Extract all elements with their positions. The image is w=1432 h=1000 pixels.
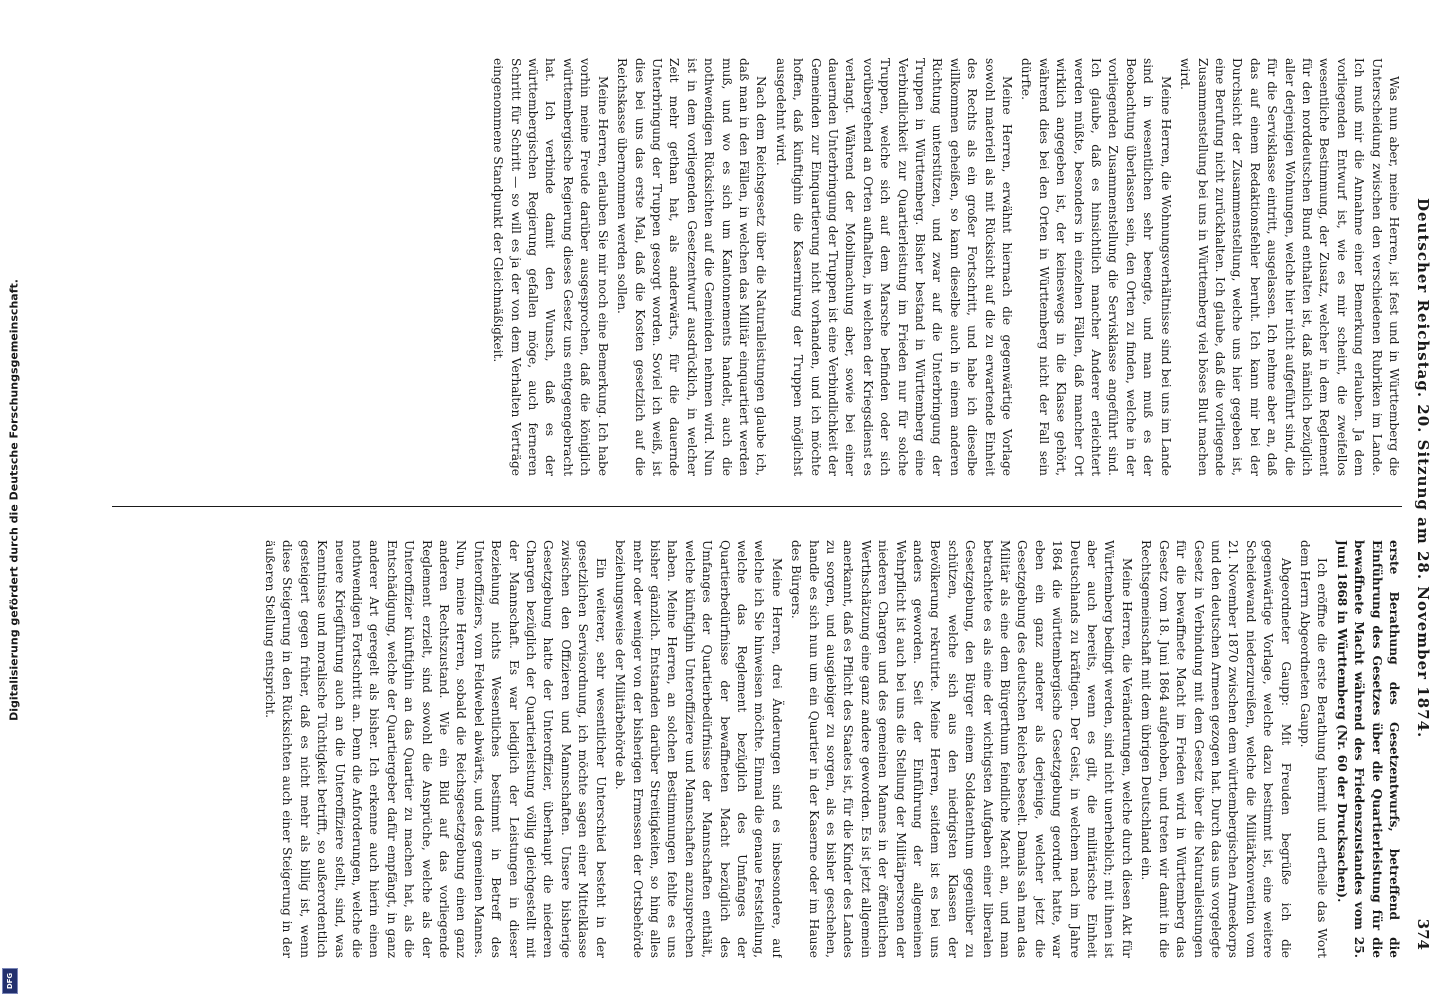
paragraph: Meine Herren, erlauben Sie mir noch eine Bemerkung. Ich habe vorhin meine Freude darüber ausgesprochen, daß die königlich württembergische Regierung dieses Gesetz uns entgegengebracht hat. Ich verbinde damit den Wunsch, daß es der württembergischen Regierung gefallen möge, auch ferneren Schritt für Schritt — so will es ja der von dem Verhalten Verträge eingenommene Standpunkt der Gleichmäßigkeit. bbox=[491, 58, 610, 476]
scanned-page bbox=[102, 58, 1432, 958]
paragraph: Meine Herren, erwähnt hiernach die gegenwärtige Vorlage sowohl materiell als mit Rücksicht auf die zu erwartende Einheit des Rechts als ein großer Fortschritt, und habe ich dieselbe willkommen geheißen, so kann dieselbe auch in einem anderen Richtung unterstützen, und zwar auf die Unterbringung der Truppen in Württemberg. Bisher bestand in Württemberg eine Verbindlichkeit zur Quartierleistung im Frieden nur für solche Truppen, welche sich auf dem Marsche befinden oder sich vorübergehend an Orten aufhalten, in welchen der Kriegsdienst es verlangt. Während der Mobilmachung aber, sowie bei einer dauernden Unterbringung der Truppen ist eine Verbindlichkeit der Gemeinden zur Einquartierung nicht vorhanden, und ich möchte hoffen, daß künftighin die Kasernirung der Truppen möglichst ausgedehnt wird. bbox=[773, 58, 1015, 476]
paragraph: Meine Herren, die Wohnungsverhältnisse sind bei uns im Lande sind in wesentlichen sehr beengte, und man muß es der Beobachtung überlassen sein, den Orten zu finden, welche in der vorliegenden Zusammenstellung die Servisklasse angeführt sind. Ich glaube, daß es hinsichtlich mancher Anderer erleichtert werden müßte, besonders in einzelnen Fällen, daß mancher Ort wirklich angegeben ist, der keineswegs in die Klasse gehört, während dies bei den Orten in Württemberg nicht der Fall sein dürfte. bbox=[1019, 58, 1173, 476]
paragraph: Nach dem Reichsgesetz über die Naturalleistungen glaube ich, daß man in den Fällen, in welchen das Militär einquartiert werden muß, und wo es sich um Kantonnements handelt, auch die nothwendigen Rücksichten auf die Gemeinden nehmen wird. Nun ist in dem vorliegenden Gesetzentwurf ausdrücklich, in welcher Zeit mehr gethan hat, als anderwärts, für die dauernde Unterbringung der Truppen gesorgt worden. Soviel ich weiß, ist dies bei uns das erste Mal, daß die Kosten gesetzlich auf die Reichskasse übernommen werden sollen. bbox=[615, 58, 769, 476]
paragraph: Ein weiterer, sehr wesentlicher Unterschied besteht in der gesetzlichen Servisordnung, ich möchte sagen einer Mittelklasse zwischen den Offizieren und Mannschaften. Unsere bisherige Gesetzgebung hatte der Unteroffizier, überhaupt die niederen Chargen bezüglich der Quartierleistung völlig gleichgestellt mit der Mannschaft. Es war lediglich der Leistungen in dieser Beziehung nichts Wesentliches bestimmt in Betreff des Unteroffiziers, vom Feldwebel abwärts, und des gemeinen Mannes. Nun, meine Herren, sobald die Reichsgesetzgebung einen ganz anderen Rechtszustand. Wie ein Bild auf das vorliegende Reglement erzielt, sind sowohl die Ansprüche, welche als der Unteroffizier künftighin an das Quartier zu machen hat, als die Entschädigung, welche der Quartiergeber dafür empfängt, in ganz anderer Art geregelt als bisher. Ich erkenne auch hierin einen nothwendigen Fortschritt an. Denn die Anforderungen, welche die neuere Kriegführung auch an die Unteroffiziere stellt, sind, was Kenntnisse und moralische Tüchtigkeit betrifft, so außerordentlich gesteigert gegen früher, daß es nicht mehr als billig ist, wenn diese Steigerung in den Rücksichten auch einer Steigerung in der äußeren Stellung entspricht. bbox=[263, 540, 608, 958]
footer-strip bbox=[0, 0, 28, 1000]
paragraph: Ich eröffne die erste Berathung hiermit und ertheile das Wort dem Herrn Abgeordneten Gaupp. bbox=[1297, 540, 1330, 958]
agenda-item: erste Berathung des Gesetzentwurfs, betreffend die Einführung des Gesetzes über die Quartierleistung für die bewaffnete Macht während des Friedenszustandes vom 25. Juni 1868 in Württemberg (Nr. 60 der Drucksachen). bbox=[1334, 540, 1401, 958]
column-divider bbox=[112, 506, 1402, 507]
text-column-left bbox=[112, 540, 1402, 958]
page-title: Deutscher Reichstag. 20. Sitzung am 28. November 1874. bbox=[1414, 198, 1432, 739]
digitization-credit: Digitalisierung gefördert durch die Deutsche Forschungsgemeinschaft. bbox=[7, 279, 21, 721]
text-column-right bbox=[112, 58, 1402, 476]
paragraph: Was nun aber, meine Herren, ist fest und in Württemberg die Unterscheidung zwischen den verschiedenen Rubriken im Lande. Ich muß mir die Annahme einer Bemerkung erlauben. Ja dem vorliegenden Entwurf ist, wie es mir scheint, die zweifellos wesentliche Bestimmung, der Zusatz, welcher in dem Reglement für den norddeutschen Bund enthalten ist, daß nämlich bezüglich aller derjenigen Wohnungen, welche hier nicht aufgeführt sind, die für die Servisklasse eintritt, ausgelassen. Ich nehme aber an, daß das auf einem Redaktionsfehler beruht. Ich kann mir bei der Durchsicht der Zusammenstellung, welche uns hier gegeben ist, eine Berufung nicht zurückhalten. Ich glaube, daß die vorliegende Zusammenstellung bei uns in Württemberg viel böses Blut machen wird. bbox=[1178, 58, 1401, 476]
paragraph: Abgeordneter Gaupp: Mit Freuden begrüße ich die gegenwärtige Vorlage, welche dazu bestimmt ist, eine weitere Scheidewand niederzureißen, welche die Militärkonvention vom 21. November 1870 zwischen dem württembergischen Armeekorps und den deutschen Armeen gezogen hat. Durch das uns vorgelegte Gesetz in Verbindung mit dem Gesetz über die Naturalleistungen für die bewaffnete Macht im Frieden wird in Württemberg das Gesetz vom 18. Juni 1864 aufgehoben, und treten wir damit in die Rechtsgemeinschaft mit dem übrigen Deutschland ein. bbox=[1139, 540, 1293, 958]
page-header bbox=[1410, 58, 1432, 958]
paragraph: Meine Herren, drei Änderungen sind es insbesondere, auf welche ich Sie hinweisen möchte. Einmal die genaue Feststellung, welche das Reglement bezüglich des Umfanges der Quartierbedürfnisse der bewaffneten Macht bezüglich des Umfanges der Quartierbedürfnisse der Mannschaften enthält, welche künftighin Unteroffiziere und Mannschaften anzusprechen haben. Meine Herren, an solchen Bestimmungen fehlte es uns bisher gänzlich. Entstanden darüber Streitigkeiten, so hing alles mehr oder weniger von der bisherigen Ermessen der Ortsbehörde beziehungsweise der Militärbehörde ab. bbox=[613, 540, 784, 958]
dfg-logo-text: DFG bbox=[6, 972, 14, 990]
paragraph: Meine Herren, die Veränderungen, welche durch diesen Akt für Württemberg bedingt werden, sind nicht unerheblich; mit ihnen ist aber auch bereits, wenn es gilt, die militärische Einheit Deutschlands zu kräftigen. Der Geist, in welchem nach im Jahre 1864 die württembergische Gesetzgebung geordnet hatte, war eben ein ganz anderer als derjenige, welcher jetzt die Gesetzgebung des deutschen Reiches beseelt. Damals sah man das Militär als eine dem Bürgerthum feindliche Macht an, und man betrachtete es als eine der wichtigsten Aufgaben einer liberalen Gesetzgebung, den Bürger einem Soldatenthum gegenüber zu schützen, welche sich aus den niedrigsten Klassen der Bevölkerung rekrutirte. Meine Herren, seitdem ist es bei uns anders geworden. Seit der Einführung der allgemeinen Wehrpflicht ist auch bei uns die Stellung der Militärpersonen der niederen Chargen und des gemeinen Mannes in der öffentlichen Werthschätzung eine ganz andere geworden. Es ist jetzt allgemein anerkannt, daß es Pflicht des Staates ist, für die Kinder des Landes zu sorgen, und ausgiebiger zu sorgen, als es bisher geschehen, handle es sich nun um ein Quartier in der Kaserne oder im Hause des Bürgers. bbox=[789, 540, 1134, 958]
dfg-logo bbox=[2, 968, 18, 994]
page-number: 374 bbox=[1414, 918, 1432, 950]
